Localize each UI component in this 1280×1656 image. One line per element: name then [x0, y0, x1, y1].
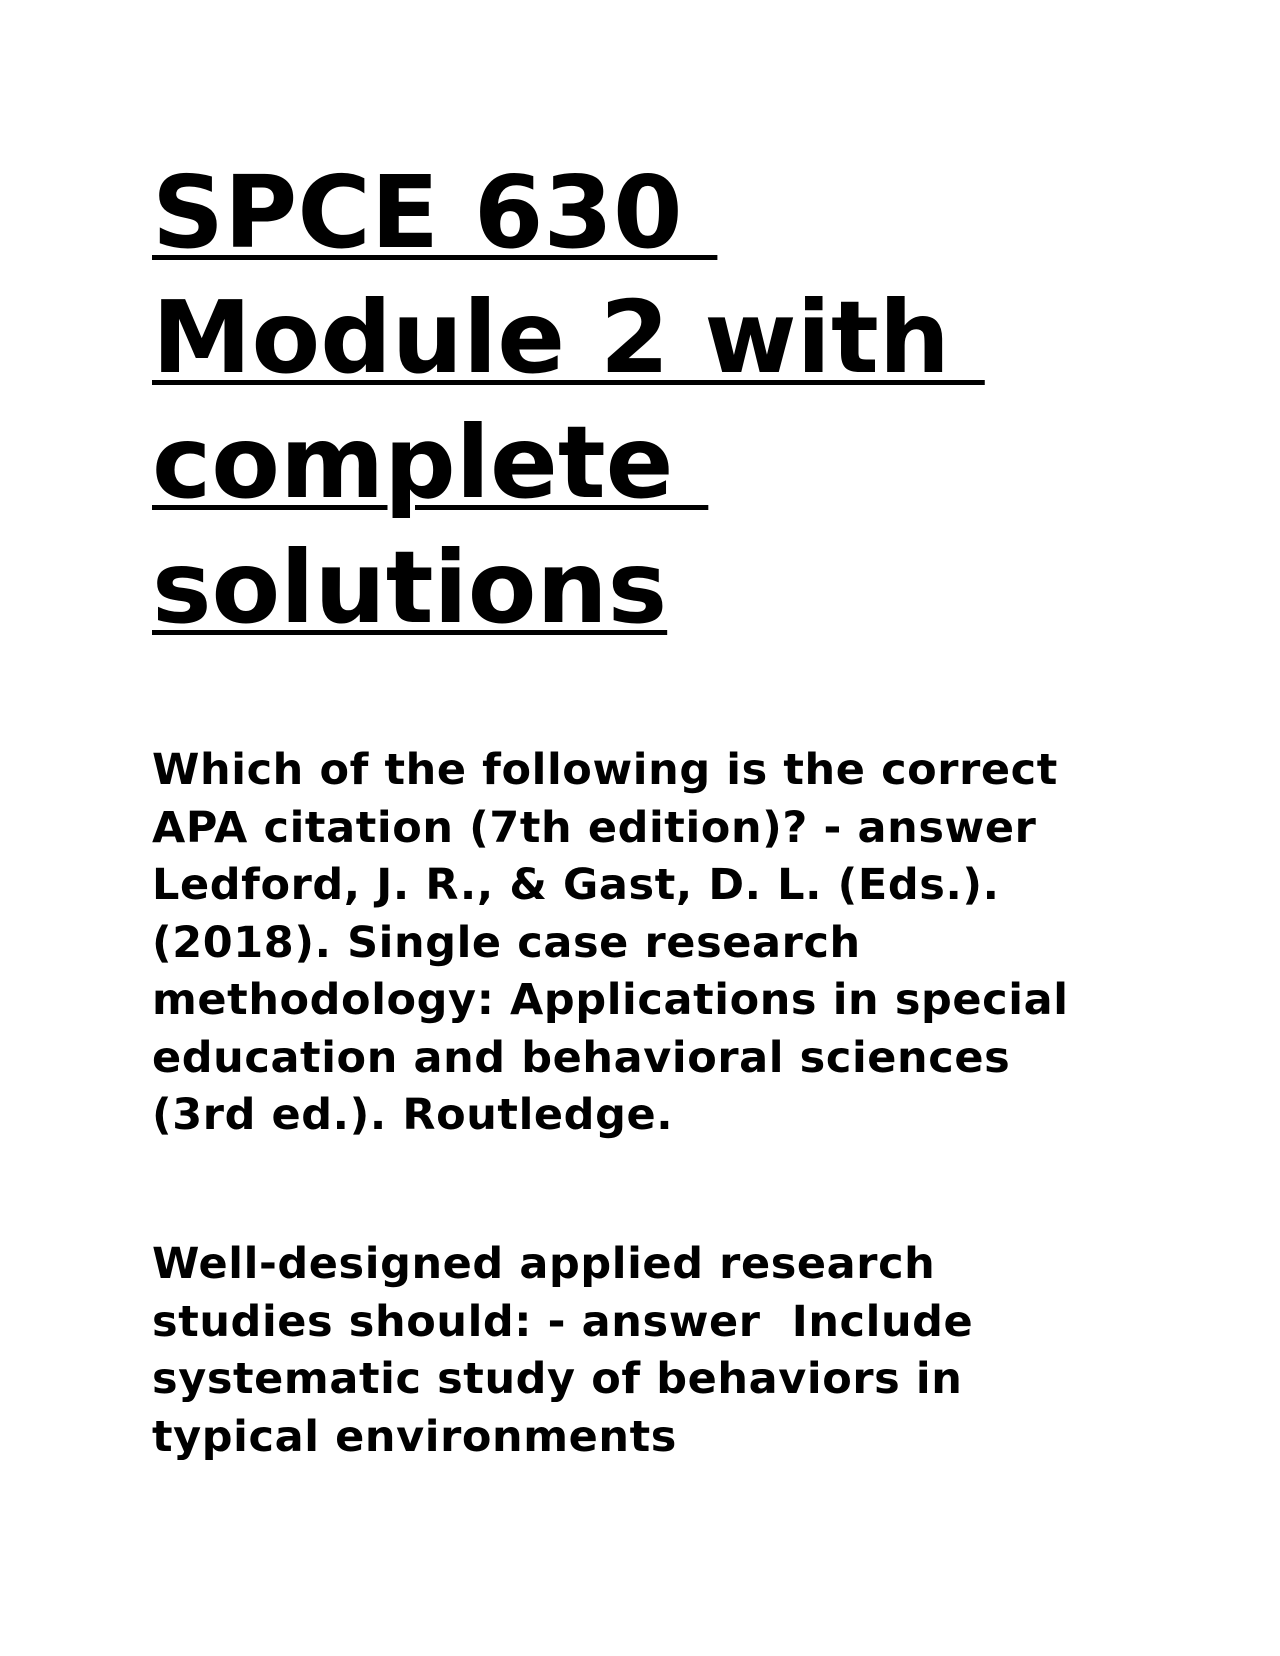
qa-line: Ledford, J. R., & Gast, D. L. (Eds.). — [152, 860, 1000, 910]
title-line: Module 2 with — [152, 279, 985, 396]
title-line: solutions — [152, 529, 668, 646]
question-answer-1 — [152, 742, 1132, 1145]
qa-line: (3rd ed.). Routledge. — [152, 1090, 674, 1140]
title-line: complete — [152, 404, 709, 521]
qa-line: Well-designed applied research — [152, 1239, 936, 1289]
document-title — [152, 150, 1152, 650]
qa-line: Which of the following is the correct — [152, 745, 1058, 795]
qa-line: APA citation (7th edition)? - answer — [152, 802, 1037, 853]
qa-line: (2018). Single case research — [152, 917, 861, 968]
qa-line: typical environments — [152, 1411, 677, 1462]
qa-line: systematic study of behaviors in — [152, 1354, 963, 1404]
qa-line: studies should: - answer Include — [152, 1296, 974, 1347]
qa-line: education and behavioral sciences — [152, 1032, 1011, 1083]
title-line: SPCE 630 — [152, 154, 718, 271]
question-answer-2 — [152, 1236, 1132, 1466]
qa-line: methodology: Applications in special — [152, 975, 1069, 1025]
